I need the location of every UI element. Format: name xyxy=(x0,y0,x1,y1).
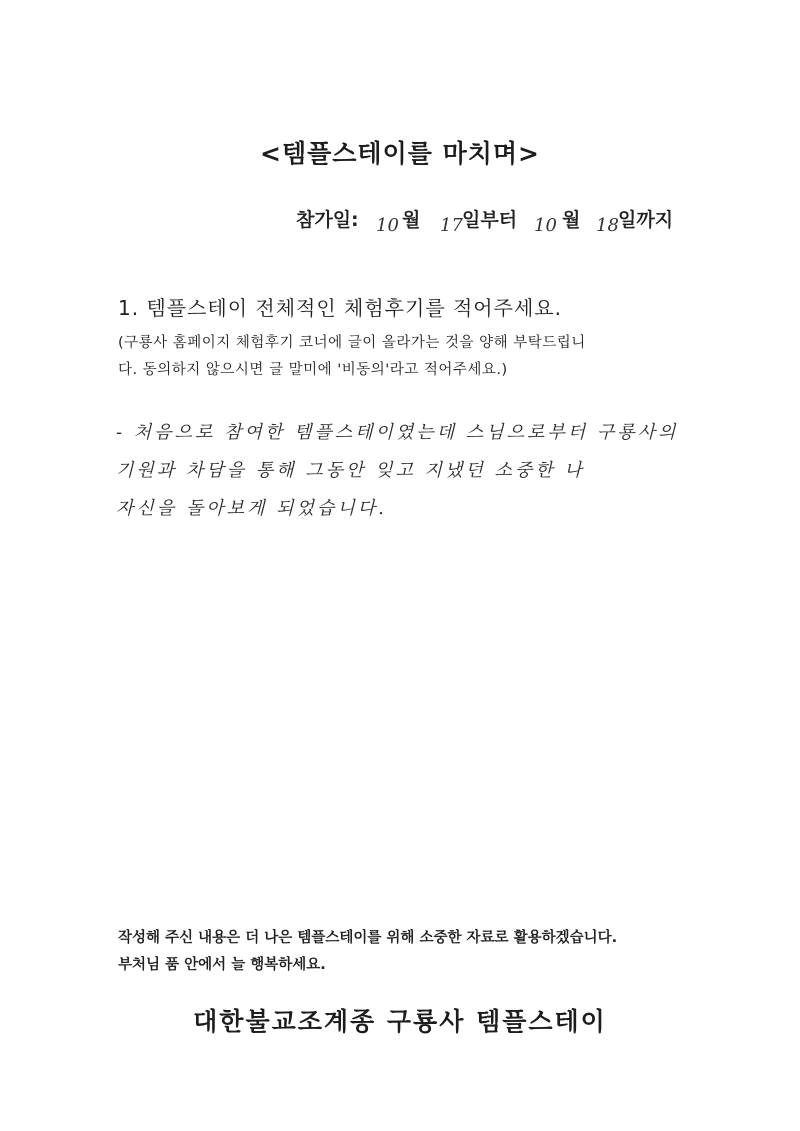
form-title: <템플스테이를 마치며> xyxy=(260,139,540,168)
question-1-heading: 1. 템플스테이 전체적인 체험후기를 적어주세요. xyxy=(118,296,562,320)
start-month-unit: 월 xyxy=(402,209,421,231)
handwritten-answer-line: - 처음으로 참여한 템플스테이였는데 스님으로부터 구룡사의 xyxy=(116,422,679,443)
until-label: 일까지 xyxy=(618,209,674,231)
start-day-value: 17 xyxy=(440,215,463,236)
from-label: 일부터 xyxy=(462,209,518,231)
end-month-value: 10 xyxy=(534,215,557,236)
participation-period xyxy=(296,203,716,243)
organization-name: 대한불교조계종 구룡사 템플스테이 xyxy=(193,1007,607,1036)
closing-line: 작성해 주신 내용은 더 나은 템플스테이를 위해 소중한 자료로 활용하겠습니다. xyxy=(118,930,618,946)
question-1-note-line: 다. 동의하지 않으시면 글 말미에 '비동의'라고 적어주세요.) xyxy=(118,362,508,378)
end-day-value: 18 xyxy=(596,215,619,236)
start-month-value: 10 xyxy=(376,215,399,236)
handwritten-answer-line: 기원과 차담을 통해 그동안 잊고 지냈던 소중한 나 xyxy=(116,460,585,481)
question-1-note-line: (구룡사 홈페이지 체험후기 코너에 글이 올라가는 것을 양해 부탁드립니 xyxy=(118,335,586,351)
end-month-unit: 월 xyxy=(562,209,581,231)
question-1-note xyxy=(118,330,698,384)
closing-line: 부처님 품 안에서 늘 행복하세요. xyxy=(118,957,326,973)
period-label: 참가일: xyxy=(296,209,359,231)
closing-message xyxy=(118,925,718,979)
handwritten-answer-line: 자신을 돌아보게 되었습니다. xyxy=(116,498,387,519)
